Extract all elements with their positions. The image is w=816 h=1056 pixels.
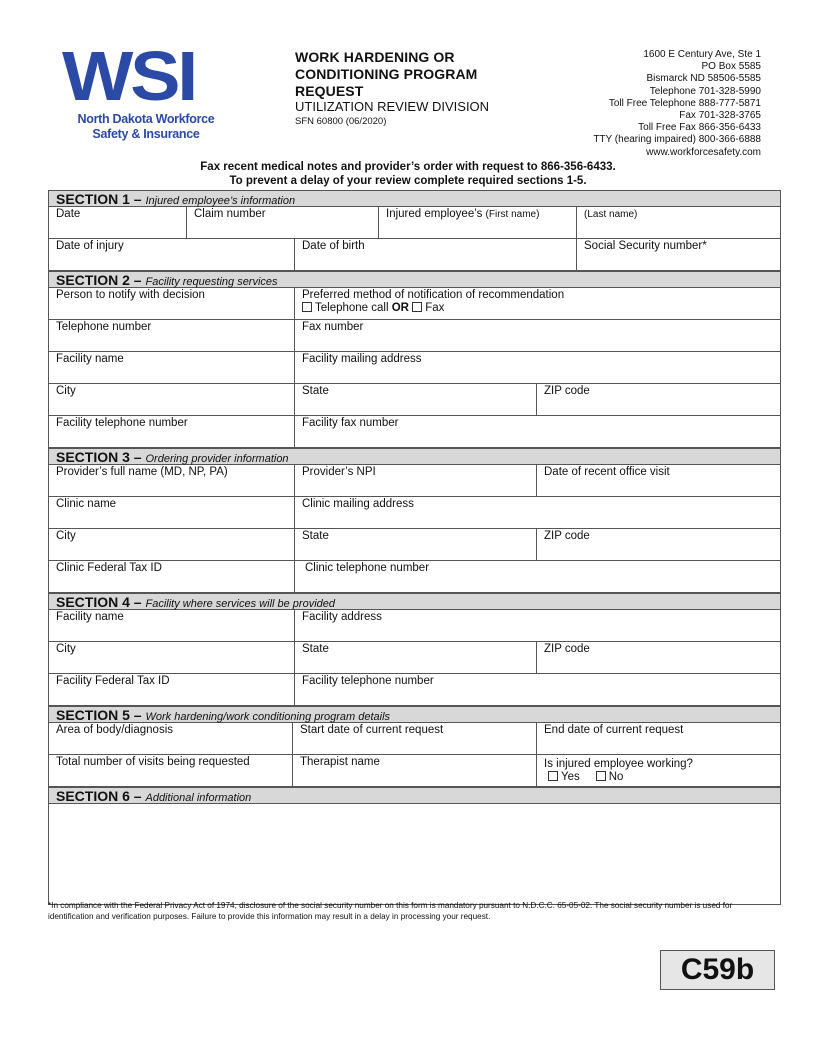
- notice-line-1: Fax recent medical notes and provider’s order with request to 866-356-6433.: [200, 161, 616, 173]
- field-label: Injured employee’s: [386, 208, 483, 220]
- section-6-heading: SECTION 6 –: [56, 788, 142, 804]
- fax-number-field[interactable]: [295, 320, 780, 351]
- claim-number-field[interactable]: [187, 207, 379, 238]
- field-label: Is injured employee working?: [544, 758, 693, 770]
- service-facility-telephone-field[interactable]: [295, 674, 780, 705]
- provider-npi-field[interactable]: [295, 465, 537, 496]
- field-label: Clinic name: [56, 498, 117, 510]
- field-label: Preferred method of notification of recommendation: [302, 289, 565, 301]
- form-row: [48, 352, 781, 384]
- form-title: [295, 49, 477, 100]
- service-facility-name-field[interactable]: [49, 610, 295, 641]
- logo-line-2: Safety & Insurance: [92, 127, 200, 141]
- section-3-header: [48, 448, 781, 465]
- address-line: Toll Free Telephone 888-777-5871: [608, 97, 761, 109]
- field-label: Telephone number: [56, 321, 152, 333]
- last-name-hint: (Last name): [584, 209, 638, 220]
- section-5-heading: SECTION 5 –: [56, 707, 142, 723]
- section-2-desc: Facility requesting services: [145, 276, 278, 288]
- date-field[interactable]: [49, 207, 187, 238]
- end-date-field[interactable]: [537, 723, 780, 754]
- address-line: TTY (hearing impaired) 800-366-6888: [593, 134, 761, 146]
- form-row: [48, 320, 781, 352]
- ssn-field[interactable]: [577, 239, 780, 270]
- fax-notice: [0, 160, 816, 188]
- section-3-desc: Ordering provider information: [145, 453, 289, 465]
- fax-checkbox[interactable]: [412, 302, 422, 312]
- field-label: ZIP code: [544, 385, 590, 397]
- facility-tax-id-field[interactable]: [49, 674, 295, 705]
- field-label: Person to notify with decision: [56, 289, 205, 301]
- provider-name-field[interactable]: [49, 465, 295, 496]
- logo-line-1: North Dakota Workforce: [77, 112, 215, 126]
- form-row: [48, 723, 781, 755]
- facility-telephone-field[interactable]: [49, 416, 295, 447]
- form-code-box: C59b: [660, 950, 775, 990]
- service-state-field[interactable]: [295, 642, 537, 673]
- title-line-3: REQUEST: [295, 83, 364, 99]
- notice-line-2: To prevent a delay of your review complete required sections 1-5.: [229, 175, 587, 187]
- form-row: [48, 642, 781, 674]
- no-checkbox[interactable]: [596, 771, 606, 781]
- clinic-telephone-field[interactable]: [295, 561, 780, 592]
- field-label: Clinic mailing address: [302, 498, 414, 510]
- last-name-field[interactable]: [577, 207, 780, 238]
- field-label: City: [56, 643, 76, 655]
- address-line: Telephone 701-328-5990: [649, 85, 761, 97]
- facility-name-field[interactable]: [49, 352, 295, 383]
- field-label: Facility name: [56, 353, 124, 365]
- agency-address: [593, 49, 761, 159]
- section-5-header: [48, 706, 781, 723]
- section-4-header: [48, 593, 781, 610]
- section-2-header: [48, 271, 781, 288]
- field-label: Clinic telephone number: [305, 562, 430, 574]
- section-3-heading: SECTION 3 –: [56, 449, 142, 465]
- section-5-desc: Work hardening/work conditioning program details: [145, 711, 391, 723]
- privacy-footnote: *In compliance with the Federal Privacy Act of 1974, disclosure of the social security number on this form is mandatory pursuant to N.D.C.C. 65-05-02. The social security number is used for identification and verification purposes. Failure to provide this information may result in a delay in processing your request.: [48, 901, 733, 921]
- field-label: Provider’s full name (MD, NP, PA): [56, 466, 228, 478]
- address-line: Fax 701-328-3765: [679, 110, 761, 122]
- first-name-hint: (First name): [485, 209, 540, 220]
- field-label: End date of current request: [544, 724, 684, 736]
- form-row: [48, 561, 781, 593]
- field-label: Date: [56, 208, 81, 220]
- section-2-heading: SECTION 2 –: [56, 272, 142, 288]
- field-label: ZIP code: [544, 530, 590, 542]
- field-label: Facility address: [302, 611, 382, 623]
- title-line-1: WORK HARDENING OR: [295, 49, 455, 65]
- employee-working-field: [537, 755, 780, 786]
- clinic-zip-field[interactable]: [537, 529, 780, 560]
- address-line: PO Box 5585: [701, 61, 761, 73]
- field-label: Total number of visits being requested: [56, 756, 250, 768]
- date-of-birth-field[interactable]: [295, 239, 577, 270]
- field-label: Start date of current request: [300, 724, 444, 736]
- form-row: [48, 465, 781, 497]
- form-row: [48, 384, 781, 416]
- field-label: Date of injury: [56, 240, 124, 252]
- section-4-desc: Facility where services will be provided: [145, 598, 335, 610]
- title-line-2: CONDITIONING PROGRAM: [295, 66, 478, 82]
- clinic-address-field[interactable]: [295, 497, 780, 528]
- or-label: OR: [391, 302, 409, 314]
- form-row: [48, 288, 781, 320]
- field-label: State: [302, 530, 329, 542]
- logo-subtitle: [62, 112, 230, 142]
- clinic-state-field[interactable]: [295, 529, 537, 560]
- field-label: Facility telephone number: [56, 417, 188, 429]
- request-form: [48, 191, 781, 905]
- section-6-header: [48, 787, 781, 804]
- field-label: Clinic Federal Tax ID: [56, 562, 162, 574]
- form-row: [48, 755, 781, 787]
- facility-fax-field[interactable]: [295, 416, 780, 447]
- field-label: Provider’s NPI: [302, 466, 376, 478]
- field-label: Facility mailing address: [302, 353, 422, 365]
- no-label: No: [608, 771, 624, 783]
- yes-checkbox[interactable]: [548, 771, 558, 781]
- address-line: Bismarck ND 58506-5585: [646, 73, 761, 85]
- clinic-city-field[interactable]: [49, 529, 295, 560]
- section-4-heading: SECTION 4 –: [56, 594, 142, 610]
- field-label: Area of body/diagnosis: [56, 724, 173, 736]
- state-field[interactable]: [295, 384, 537, 415]
- form-row: [48, 239, 781, 271]
- address-line: 1600 E Century Ave, Ste 1: [643, 49, 761, 60]
- section-1-heading: SECTION 1 –: [56, 191, 142, 207]
- field-label: State: [302, 385, 329, 397]
- form-row: [48, 529, 781, 561]
- area-diagnosis-field[interactable]: [49, 723, 293, 754]
- date-of-injury-field[interactable]: [49, 239, 295, 270]
- field-label: Date of birth: [302, 240, 365, 252]
- field-label: Fax number: [302, 321, 364, 333]
- first-name-field[interactable]: [379, 207, 577, 238]
- address-line: Toll Free Fax 866-356-6433: [638, 122, 761, 134]
- start-date-field[interactable]: [293, 723, 537, 754]
- field-label: Facility name: [56, 611, 124, 623]
- yes-label: Yes: [561, 771, 580, 783]
- division-name: UTILIZATION REVIEW DIVISION: [295, 99, 490, 114]
- fax-label: Fax: [425, 302, 445, 314]
- field-label: Facility Federal Tax ID: [56, 675, 170, 687]
- notification-method-field: [295, 288, 780, 319]
- total-visits-field[interactable]: [49, 755, 293, 786]
- field-label: Facility telephone number: [302, 675, 434, 687]
- website-link[interactable]: www.workforcesafety.com: [646, 146, 761, 158]
- field-label: Social Security number*: [584, 240, 707, 252]
- field-label: City: [56, 530, 76, 542]
- facility-mailing-address-field[interactable]: [295, 352, 780, 383]
- therapist-name-field[interactable]: [293, 755, 537, 786]
- form-row: [48, 416, 781, 448]
- zip-field[interactable]: [537, 384, 780, 415]
- service-zip-field[interactable]: [537, 642, 780, 673]
- telephone-call-label: Telephone call: [315, 302, 389, 314]
- telephone-call-checkbox[interactable]: [302, 302, 312, 312]
- field-label: Therapist name: [300, 756, 380, 768]
- person-to-notify-field[interactable]: [49, 288, 295, 319]
- logo-mark: WSI: [62, 37, 196, 115]
- section-6-desc: Additional information: [145, 792, 252, 804]
- field-label: ZIP code: [544, 643, 590, 655]
- city-field[interactable]: [49, 384, 295, 415]
- section-1-desc: Injured employee’s information: [145, 195, 296, 207]
- field-label: Facility fax number: [302, 417, 399, 429]
- form-number: SFN 60800 (06/2020): [295, 116, 387, 127]
- service-city-field[interactable]: [49, 642, 295, 673]
- field-label: State: [302, 643, 329, 655]
- form-row: [48, 497, 781, 529]
- field-label: Date of recent office visit: [544, 466, 670, 478]
- clinic-name-field[interactable]: [49, 497, 295, 528]
- section-1-header: [48, 190, 781, 207]
- additional-info-textarea[interactable]: [48, 804, 781, 905]
- field-label: City: [56, 385, 76, 397]
- telephone-number-field[interactable]: [49, 320, 295, 351]
- clinic-tax-id-field[interactable]: [49, 561, 295, 592]
- service-facility-address-field[interactable]: [295, 610, 780, 641]
- form-row: [48, 207, 781, 239]
- form-row: [48, 610, 781, 642]
- form-row: [48, 674, 781, 706]
- wsi-logo: [62, 37, 230, 142]
- field-label: Claim number: [194, 208, 266, 220]
- recent-visit-field[interactable]: [537, 465, 780, 496]
